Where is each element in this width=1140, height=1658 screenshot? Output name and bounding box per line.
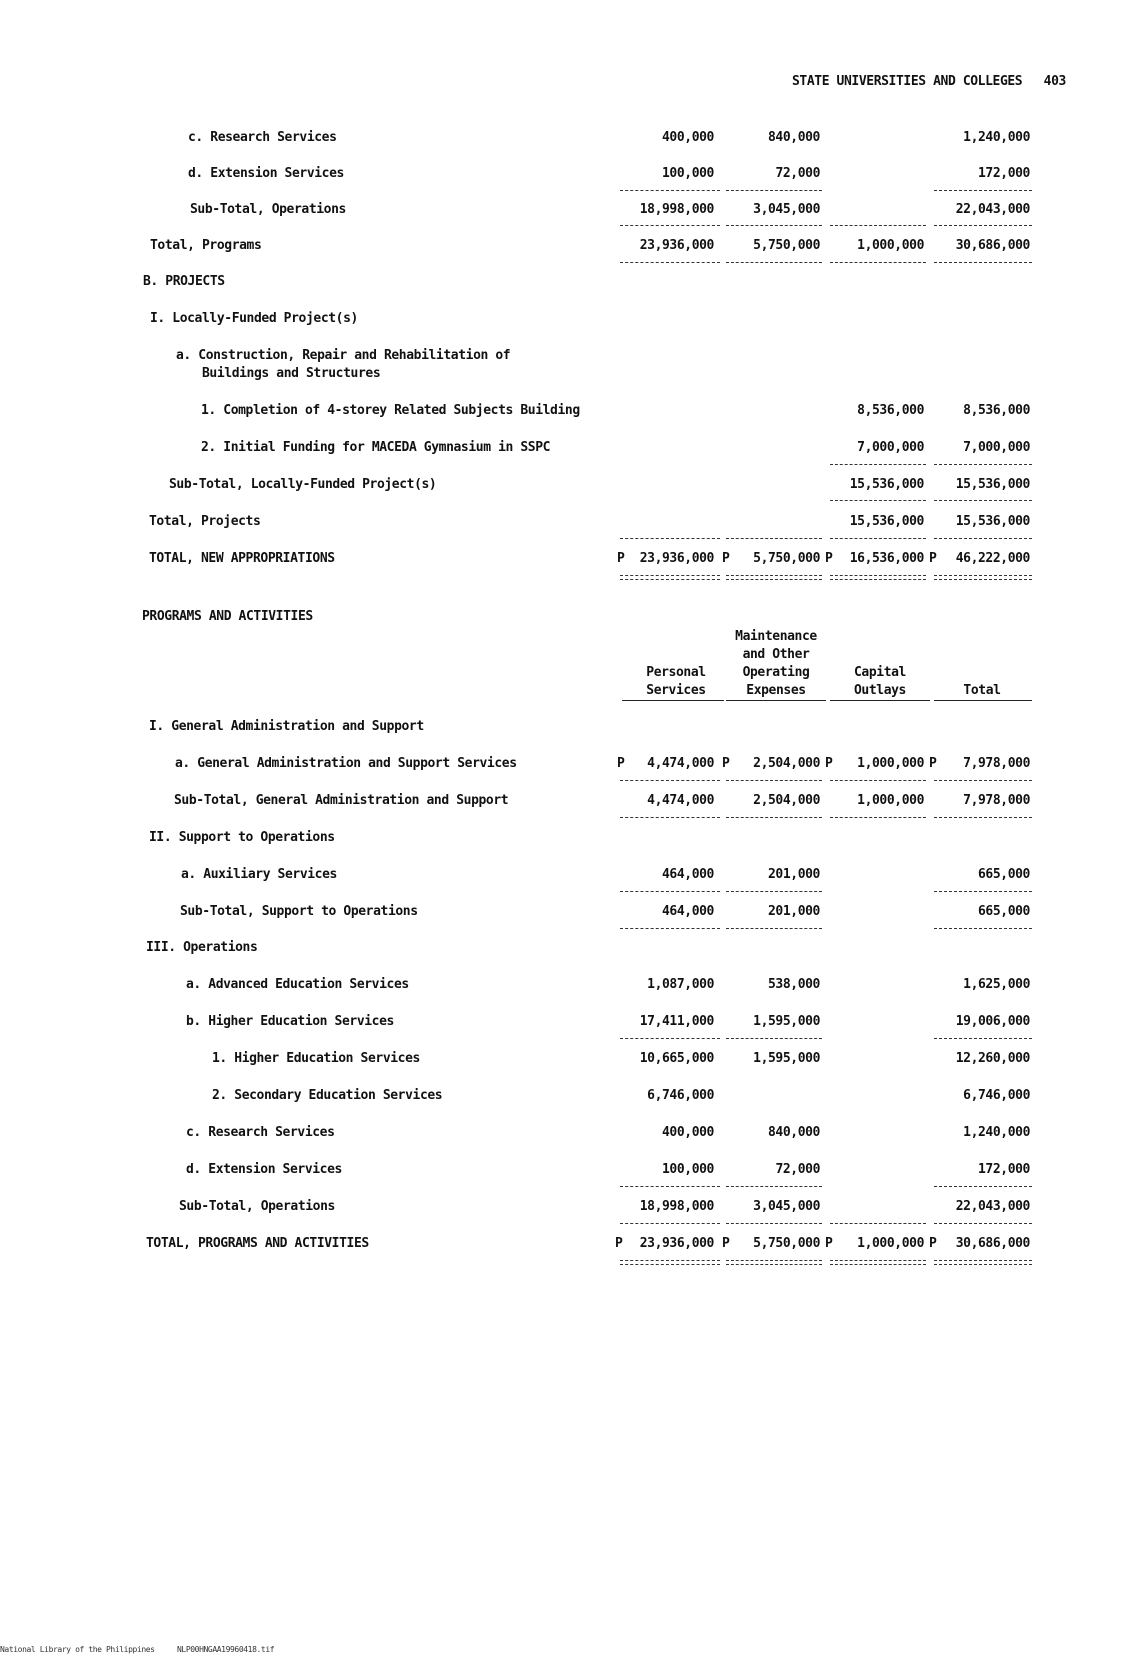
peso-sign: P [825, 756, 833, 771]
cell-capital-outlays: 16,536,000 [849, 551, 924, 566]
peso-sign: P [615, 1236, 623, 1251]
row-label: Total, Projects [149, 514, 261, 529]
subtotal-rule [726, 1186, 822, 1187]
peso-sign: P [617, 756, 625, 771]
subtotal-rule [830, 780, 926, 781]
row-label: c. Research Services [188, 130, 337, 145]
cell-personal-services: 4,474,000 [647, 756, 714, 771]
cell-total: 7,000,000 [963, 440, 1030, 455]
cell-mooe: 3,045,000 [753, 1199, 820, 1214]
col-head-line: Expenses [746, 683, 806, 698]
col-head-line: Total [963, 683, 1001, 698]
cell-personal-services: 10,665,000 [639, 1051, 714, 1066]
cell-personal-services: 400,000 [662, 1125, 714, 1140]
cell-total: 172,000 [978, 1162, 1030, 1177]
peso-sign: P [722, 756, 730, 771]
grand-total-rule [934, 575, 1032, 580]
col-head-total [934, 682, 1030, 700]
cell-mooe: 1,595,000 [753, 1051, 820, 1066]
row-label: 1. Completion of 4-storey Related Subjects Building [201, 403, 580, 418]
subtotal-rule [620, 891, 720, 892]
cell-total: 1,240,000 [963, 1125, 1030, 1140]
row-label: 2. Secondary Education Services [212, 1088, 443, 1103]
col-head-capital-outlays [830, 664, 930, 700]
cell-total: 7,978,000 [963, 793, 1030, 808]
cell-total: 1,625,000 [963, 977, 1030, 992]
cell-total: 7,978,000 [963, 756, 1030, 771]
row-label: d. Extension Services [186, 1162, 342, 1177]
col-head-line: Personal [646, 665, 706, 680]
cell-mooe: 201,000 [768, 904, 820, 919]
col-head-underline [726, 700, 826, 701]
col-head-personal-services [626, 664, 726, 700]
subtotal-rule [726, 891, 822, 892]
cell-total: 665,000 [978, 867, 1030, 882]
total-rule [726, 1223, 822, 1224]
total-rule [620, 1223, 720, 1224]
grand-total-rule [620, 575, 720, 580]
peso-sign: P [825, 1236, 833, 1251]
page-number: 403 [1043, 74, 1066, 89]
cell-total: 8,536,000 [963, 403, 1030, 418]
cell-total: 12,260,000 [955, 1051, 1030, 1066]
subtotal-rule [934, 190, 1032, 191]
cell-capital-outlays: 8,536,000 [857, 403, 924, 418]
cell-capital-outlays: 1,000,000 [857, 1236, 924, 1251]
subtotal-rule [934, 1038, 1032, 1039]
col-head-line: Capital [854, 665, 906, 680]
cell-capital-outlays: 1,000,000 [857, 238, 924, 253]
cell-personal-services: 23,936,000 [639, 551, 714, 566]
section-title: PROGRAMS AND ACTIVITIES [142, 609, 313, 624]
grand-total-rule [830, 1260, 926, 1265]
total-rule [726, 538, 822, 539]
cell-personal-services: 464,000 [662, 867, 714, 882]
col-head-underline [934, 700, 1032, 701]
total-rule [934, 1223, 1032, 1224]
col-head-line: Operating [742, 665, 810, 680]
cell-personal-services: 400,000 [662, 130, 714, 145]
cell-total: 172,000 [978, 166, 1030, 181]
section-heading: I. Locally-Funded Project(s) [150, 311, 358, 326]
cell-total: 1,240,000 [963, 130, 1030, 145]
cell-total: 19,006,000 [955, 1014, 1030, 1029]
subtotal-rule [726, 928, 822, 929]
row-label: Sub-Total, Support to Operations [180, 904, 418, 919]
subtotal-rule [830, 225, 926, 226]
cell-personal-services: 18,998,000 [639, 202, 714, 217]
section-heading: III. Operations [146, 940, 258, 955]
cell-personal-services: 4,474,000 [647, 793, 714, 808]
scan-footer [0, 1645, 274, 1654]
col-head-line: and Other [742, 647, 810, 662]
row-label: a. Advanced Education Services [186, 977, 409, 992]
cell-mooe: 3,045,000 [753, 202, 820, 217]
section-heading: I. General Administration and Support [149, 719, 424, 734]
library-name: National Library of the Philippines [0, 1645, 155, 1654]
row-label: TOTAL, PROGRAMS AND ACTIVITIES [146, 1236, 369, 1251]
cell-mooe: 201,000 [768, 867, 820, 882]
row-label: Buildings and Structures [202, 366, 381, 381]
cell-personal-services: 100,000 [662, 166, 714, 181]
cell-mooe: 840,000 [768, 1125, 820, 1140]
cell-mooe: 840,000 [768, 130, 820, 145]
col-head-line: Services [646, 683, 706, 698]
row-label: Total, Programs [150, 238, 262, 253]
grand-total-rule [830, 575, 926, 580]
subtotal-rule [620, 225, 720, 226]
cell-personal-services: 1,087,000 [647, 977, 714, 992]
cell-total: 30,686,000 [955, 238, 1030, 253]
cell-personal-services: 23,936,000 [639, 238, 714, 253]
file-name: NLP00HNGAA19960418.tif [177, 1645, 275, 1654]
cell-capital-outlays: 1,000,000 [857, 756, 924, 771]
cell-total: 22,043,000 [955, 1199, 1030, 1214]
subtotal-rule [934, 928, 1032, 929]
header-title: STATE UNIVERSITIES AND COLLEGES [792, 74, 1023, 89]
total-rule [620, 262, 720, 263]
section-heading: B. PROJECTS [143, 274, 225, 289]
peso-sign: P [722, 551, 730, 566]
subtotal-rule [934, 1186, 1032, 1187]
row-label: 2. Initial Funding for MACEDA Gymnasium in SSPC [201, 440, 551, 455]
cell-total: 6,746,000 [963, 1088, 1030, 1103]
row-label: c. Research Services [186, 1125, 335, 1140]
subtotal-rule [620, 780, 720, 781]
cell-total: 30,686,000 [955, 1236, 1030, 1251]
cell-capital-outlays: 15,536,000 [849, 514, 924, 529]
cell-capital-outlays: 1,000,000 [857, 793, 924, 808]
subtotal-rule [934, 817, 1032, 818]
cell-capital-outlays: 15,536,000 [849, 477, 924, 492]
subtotal-rule [934, 225, 1032, 226]
col-head-line: Outlays [854, 683, 906, 698]
row-label: d. Extension Services [188, 166, 344, 181]
row-label: 1. Higher Education Services [212, 1051, 420, 1066]
subtotal-rule [934, 891, 1032, 892]
subtotal-rule [620, 1038, 720, 1039]
cell-personal-services: 464,000 [662, 904, 714, 919]
col-head-mooe [726, 628, 826, 700]
cell-personal-services: 23,936,000 [639, 1236, 714, 1251]
cell-mooe: 72,000 [775, 1162, 820, 1177]
subtotal-rule [934, 464, 1032, 465]
subtotal-rule [726, 1038, 822, 1039]
peso-sign: P [722, 1236, 730, 1251]
peso-sign: P [617, 551, 625, 566]
row-label: Sub-Total, Operations [190, 202, 346, 217]
subtotal-rule [726, 780, 822, 781]
cell-total: 15,536,000 [955, 514, 1030, 529]
cell-total: 46,222,000 [955, 551, 1030, 566]
row-label: a. General Administration and Support Services [175, 756, 517, 771]
total-rule [830, 538, 926, 539]
col-head-underline [622, 700, 724, 701]
row-label: TOTAL, NEW APPROPRIATIONS [149, 551, 335, 566]
subtotal-rule [934, 780, 1032, 781]
cell-mooe: 72,000 [775, 166, 820, 181]
subtotal-rule [620, 190, 720, 191]
running-header [792, 74, 1066, 89]
subtotal-rule [620, 817, 720, 818]
cell-personal-services: 18,998,000 [639, 1199, 714, 1214]
col-head-line: Maintenance [735, 629, 817, 644]
row-label: b. Higher Education Services [186, 1014, 394, 1029]
row-label: Sub-Total, Locally-Funded Project(s) [169, 477, 437, 492]
total-rule [830, 1223, 926, 1224]
total-rule [934, 538, 1032, 539]
subtotal-rule [726, 190, 822, 191]
cell-mooe: 1,595,000 [753, 1014, 820, 1029]
grand-total-rule [934, 1260, 1032, 1265]
cell-personal-services: 17,411,000 [639, 1014, 714, 1029]
cell-mooe: 5,750,000 [753, 551, 820, 566]
subtotal-rule [830, 464, 926, 465]
col-head-underline [830, 700, 930, 701]
cell-mooe: 5,750,000 [753, 238, 820, 253]
total-rule [726, 262, 822, 263]
section-heading: II. Support to Operations [149, 830, 335, 845]
peso-sign: P [929, 551, 937, 566]
cell-mooe: 2,504,000 [753, 756, 820, 771]
subtotal-rule [830, 817, 926, 818]
total-rule [830, 262, 926, 263]
cell-mooe: 5,750,000 [753, 1236, 820, 1251]
cell-total: 665,000 [978, 904, 1030, 919]
total-rule [934, 262, 1032, 263]
cell-personal-services: 100,000 [662, 1162, 714, 1177]
grand-total-rule [726, 1260, 822, 1265]
cell-mooe: 2,504,000 [753, 793, 820, 808]
subtotal-rule [726, 225, 822, 226]
grand-total-rule [726, 575, 822, 580]
cell-mooe: 538,000 [768, 977, 820, 992]
peso-sign: P [929, 1236, 937, 1251]
cell-total: 22,043,000 [955, 202, 1030, 217]
subtotal-rule [830, 500, 926, 501]
cell-total: 15,536,000 [955, 477, 1030, 492]
grand-total-rule [620, 1260, 720, 1265]
peso-sign: P [825, 551, 833, 566]
row-label: Sub-Total, Operations [179, 1199, 335, 1214]
cell-personal-services: 6,746,000 [647, 1088, 714, 1103]
peso-sign: P [929, 756, 937, 771]
row-label: Sub-Total, General Administration and Support [174, 793, 509, 808]
subtotal-rule [620, 928, 720, 929]
total-rule [620, 538, 720, 539]
cell-capital-outlays: 7,000,000 [857, 440, 924, 455]
subtotal-rule [934, 500, 1032, 501]
subtotal-rule [726, 817, 822, 818]
row-label: a. Construction, Repair and Rehabilitation of [176, 348, 511, 363]
subtotal-rule [620, 1186, 720, 1187]
row-label: a. Auxiliary Services [181, 867, 337, 882]
